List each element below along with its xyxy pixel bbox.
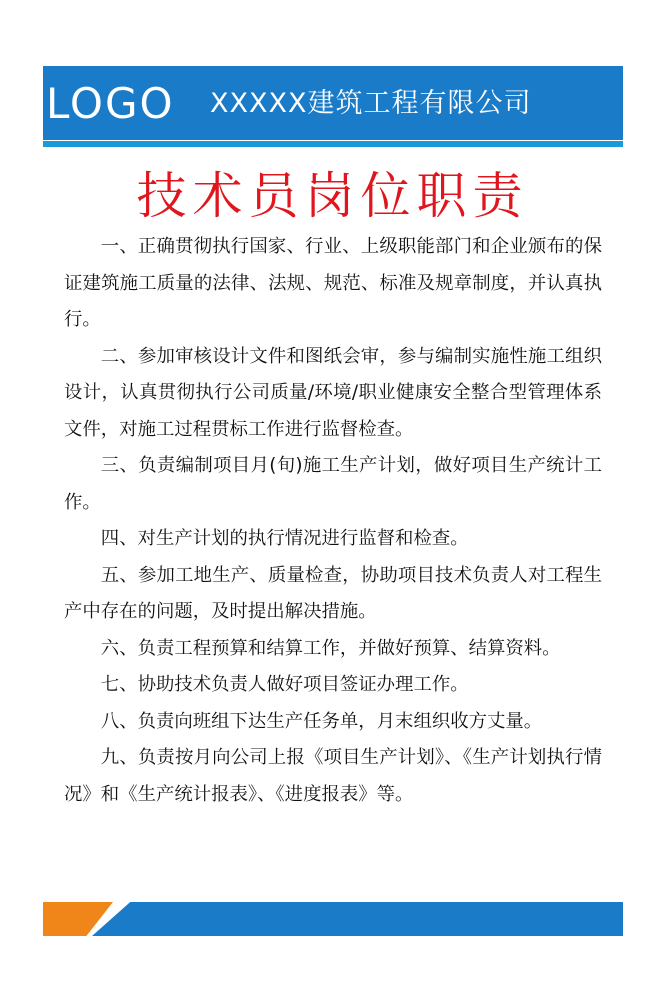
logo: LOGO [46, 79, 175, 128]
duty-paragraph-5: 五、参加工地生产、质量检查，协助项目技术负责人对工程生产中存在的问题，及时提出解决措施。 [64, 564, 602, 622]
duties-list [64, 229, 602, 813]
footer-blue-stripe [92, 902, 623, 936]
duty-paragraph-8: 八、负责向班组下达生产任务单，月末组织收方丈量。 [100, 710, 543, 732]
duty-paragraph-9: 九、负责按月向公司上报《项目生产计划》、《生产计划执行情况》和《生产统计报表》、《进度报表》等。 [64, 747, 602, 805]
company-name: XXXXX建筑工程有限公司 [210, 88, 532, 119]
duty-paragraph-4: 四、对生产计划的执行情况进行监督和检查。 [100, 528, 469, 549]
duty-paragraph-6: 六、负责工程预算和结算工作，并做好预算、结算资料。 [100, 637, 561, 659]
header-underline [43, 141, 623, 147]
duty-paragraph-7: 七、协助技术负责人做好项目签证办理工作。 [100, 674, 469, 695]
duty-paragraph-1: 一、正确贯彻执行国家、行业、上级职能部门和企业颁布的保证建筑施工质量的法律、法规、规范、标准及规章制度，并认真执行。 [64, 236, 602, 330]
page-title: 技术员岗位职责 [136, 167, 529, 225]
duty-paragraph-3: 三、负责编制项目月(旬)施工生产计划，做好项目生产统计工作。 [64, 455, 602, 513]
duty-paragraph-2: 二、参加审核设计文件和图纸会审，参与编制实施性施工组织设计，认真贯彻执行公司质量/环境/职业健康安全整合型管理体系文件，对施工过程贯标工作进行监督检查。 [64, 345, 602, 440]
